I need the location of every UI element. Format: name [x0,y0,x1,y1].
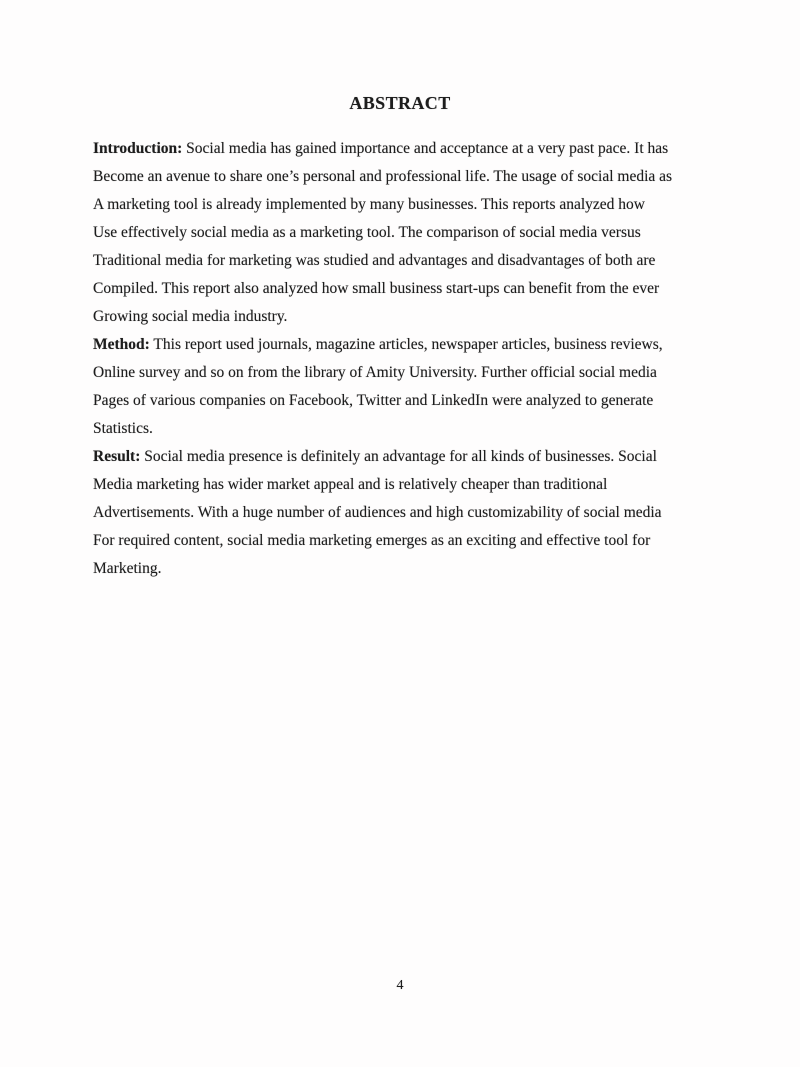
text-line: Online survey and so on from the library of Amity University. Further official social media [93,364,657,381]
abstract-body [93,135,707,583]
text-line: Become an avenue to share one’s personal and professional life. The usage of social media as [93,168,673,185]
paragraph-label: Method: [93,336,150,353]
text-line: Statistics. [93,420,153,437]
page-title: ABSTRACT [349,93,451,113]
text-line: Traditional media for marketing was studied and advantages and disadvantages of both are [93,252,656,269]
text-line: Pages of various companies on Facebook, Twitter and LinkedIn were analyzed to generate [93,392,654,409]
paragraph-label: Result: [93,448,141,465]
text-line: Advertisements. With a huge number of audiences and high customizability of social media [93,504,662,521]
text-line: Method: This report used journals, magazine articles, newspaper articles, business reviews, [93,336,663,353]
text-line: Result: Social media presence is definitely an advantage for all kinds of businesses. Social [93,448,657,465]
text-line: Use effectively social media as a marketing tool. The comparison of social media versus [93,224,641,241]
text-line: Media marketing has wider market appeal and is relatively cheaper than traditional [93,476,608,493]
paragraph-label: Introduction: [93,140,183,157]
text-line: A marketing tool is already implemented by many businesses. This reports analyzed how [93,196,645,213]
text-line: Introduction: Social media has gained importance and acceptance at a very past pace. It has [93,140,669,157]
text-line: Compiled. This report also analyzed how small business start-ups can benefit from the ever [93,280,660,297]
page-number: 4 [396,978,404,993]
text-line: Marketing. [93,560,162,577]
text-line: Growing social media industry. [93,308,288,325]
text-line: For required content, social media marketing emerges as an exciting and effective tool for [93,532,651,549]
